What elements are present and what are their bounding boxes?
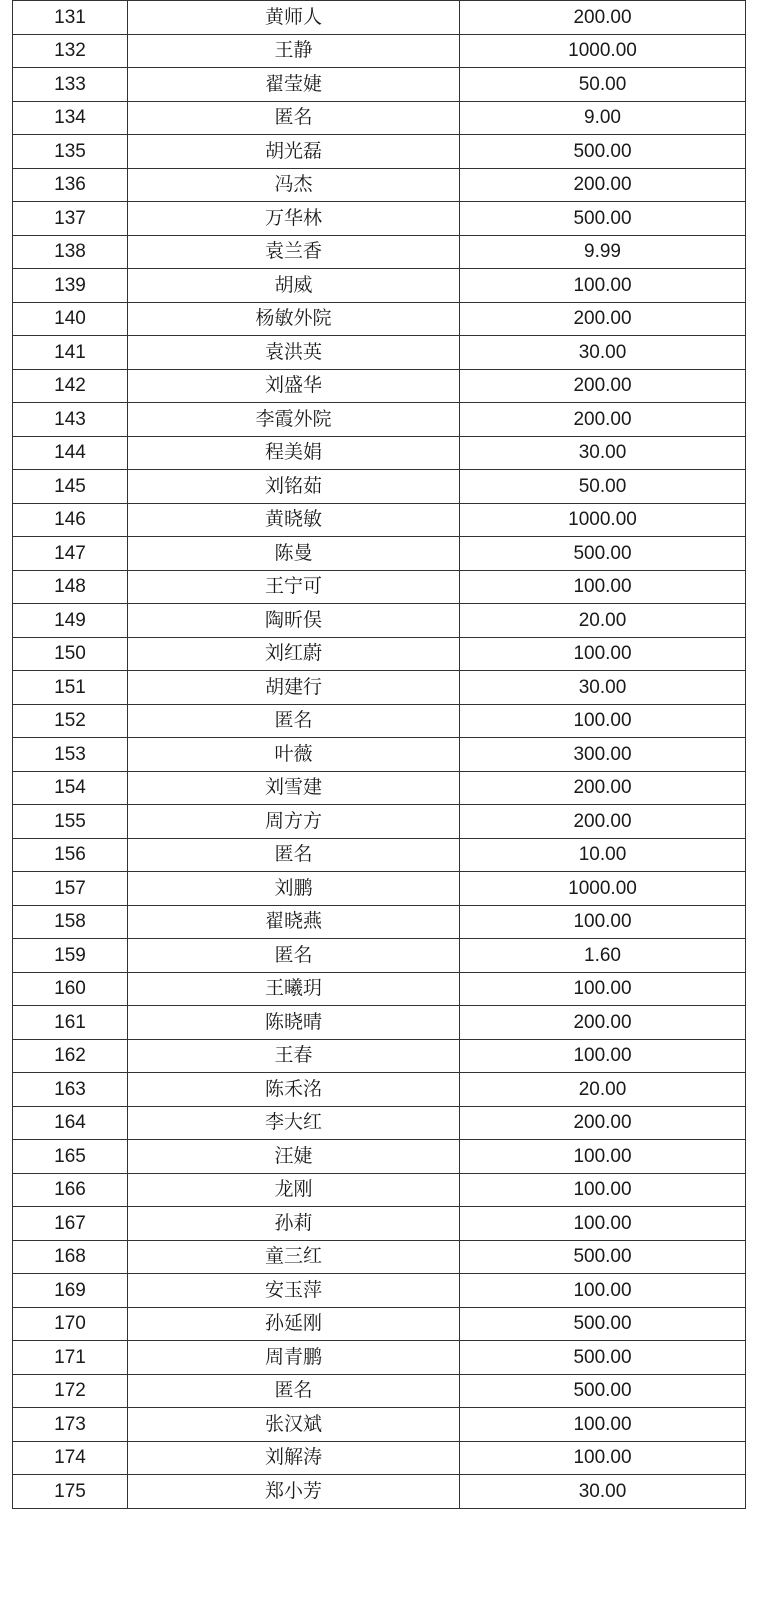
amount-cell: 100.00	[460, 704, 746, 738]
amount-cell: 100.00	[460, 1274, 746, 1308]
table-row	[13, 1073, 746, 1107]
table-row	[13, 202, 746, 236]
table-row	[13, 302, 746, 336]
row-number-cell: 149	[13, 604, 128, 638]
table-row	[13, 1441, 746, 1475]
donor-name-cell: 匿名	[128, 1374, 460, 1408]
table-row	[13, 168, 746, 202]
amount-cell: 9.99	[460, 235, 746, 269]
donor-name-cell: 胡建行	[128, 671, 460, 705]
row-number-cell: 132	[13, 34, 128, 68]
table-row	[13, 135, 746, 169]
table-row	[13, 704, 746, 738]
row-number-cell: 170	[13, 1307, 128, 1341]
donor-name-cell: 李大红	[128, 1106, 460, 1140]
amount-cell: 100.00	[460, 269, 746, 303]
row-number-cell: 152	[13, 704, 128, 738]
table-body	[13, 1, 746, 1509]
amount-cell: 30.00	[460, 336, 746, 370]
donation-table	[12, 0, 746, 1509]
donor-name-cell: 王宁可	[128, 570, 460, 604]
donor-name-cell: 孙延刚	[128, 1307, 460, 1341]
donor-name-cell: 孙莉	[128, 1207, 460, 1241]
table-row	[13, 1106, 746, 1140]
table-row	[13, 1, 746, 35]
row-number-cell: 133	[13, 68, 128, 102]
donor-name-cell: 程美娟	[128, 436, 460, 470]
row-number-cell: 165	[13, 1140, 128, 1174]
row-number-cell: 134	[13, 101, 128, 135]
table-row	[13, 905, 746, 939]
table-row	[13, 537, 746, 571]
amount-cell: 200.00	[460, 369, 746, 403]
donor-name-cell: 黄师人	[128, 1, 460, 35]
donor-name-cell: 匿名	[128, 101, 460, 135]
donor-name-cell: 王静	[128, 34, 460, 68]
table-row	[13, 269, 746, 303]
amount-cell: 200.00	[460, 1006, 746, 1040]
donor-name-cell: 童三红	[128, 1240, 460, 1274]
table-row	[13, 1274, 746, 1308]
amount-cell: 200.00	[460, 771, 746, 805]
row-number-cell: 169	[13, 1274, 128, 1308]
amount-cell: 200.00	[460, 302, 746, 336]
donor-name-cell: 王曦玥	[128, 972, 460, 1006]
amount-cell: 500.00	[460, 1240, 746, 1274]
row-number-cell: 136	[13, 168, 128, 202]
row-number-cell: 158	[13, 905, 128, 939]
table-row	[13, 872, 746, 906]
amount-cell: 100.00	[460, 1173, 746, 1207]
table-row	[13, 336, 746, 370]
amount-cell: 50.00	[460, 470, 746, 504]
donor-name-cell: 翟晓燕	[128, 905, 460, 939]
row-number-cell: 143	[13, 403, 128, 437]
amount-cell: 30.00	[460, 1475, 746, 1509]
amount-cell: 500.00	[460, 1307, 746, 1341]
table-row	[13, 1006, 746, 1040]
row-number-cell: 131	[13, 1, 128, 35]
table-row	[13, 972, 746, 1006]
amount-cell: 500.00	[460, 135, 746, 169]
donor-name-cell: 周方方	[128, 805, 460, 839]
row-number-cell: 155	[13, 805, 128, 839]
amount-cell: 100.00	[460, 1408, 746, 1442]
row-number-cell: 145	[13, 470, 128, 504]
table-row	[13, 1475, 746, 1509]
row-number-cell: 173	[13, 1408, 128, 1442]
donor-name-cell: 袁洪英	[128, 336, 460, 370]
row-number-cell: 138	[13, 235, 128, 269]
row-number-cell: 164	[13, 1106, 128, 1140]
row-number-cell: 167	[13, 1207, 128, 1241]
donor-name-cell: 刘铭茹	[128, 470, 460, 504]
amount-cell: 1000.00	[460, 503, 746, 537]
amount-cell: 100.00	[460, 637, 746, 671]
table-row	[13, 570, 746, 604]
row-number-cell: 147	[13, 537, 128, 571]
donor-name-cell: 袁兰香	[128, 235, 460, 269]
donor-name-cell: 匿名	[128, 704, 460, 738]
table-row	[13, 369, 746, 403]
row-number-cell: 142	[13, 369, 128, 403]
donor-name-cell: 安玉萍	[128, 1274, 460, 1308]
donor-name-cell: 匿名	[128, 939, 460, 973]
table-row	[13, 68, 746, 102]
row-number-cell: 135	[13, 135, 128, 169]
table-row	[13, 436, 746, 470]
table-row	[13, 34, 746, 68]
donor-name-cell: 陈晓晴	[128, 1006, 460, 1040]
row-number-cell: 154	[13, 771, 128, 805]
row-number-cell: 163	[13, 1073, 128, 1107]
amount-cell: 30.00	[460, 436, 746, 470]
row-number-cell: 139	[13, 269, 128, 303]
row-number-cell: 159	[13, 939, 128, 973]
table-row	[13, 235, 746, 269]
amount-cell: 100.00	[460, 570, 746, 604]
amount-cell: 200.00	[460, 403, 746, 437]
amount-cell: 1000.00	[460, 34, 746, 68]
table-row	[13, 1240, 746, 1274]
row-number-cell: 146	[13, 503, 128, 537]
amount-cell: 200.00	[460, 1, 746, 35]
row-number-cell: 162	[13, 1039, 128, 1073]
donor-name-cell: 周青鹏	[128, 1341, 460, 1375]
row-number-cell: 168	[13, 1240, 128, 1274]
table-row	[13, 771, 746, 805]
donor-name-cell: 王春	[128, 1039, 460, 1073]
donor-name-cell: 陶昕俣	[128, 604, 460, 638]
amount-cell: 100.00	[460, 1140, 746, 1174]
amount-cell: 200.00	[460, 805, 746, 839]
table-row	[13, 470, 746, 504]
amount-cell: 10.00	[460, 838, 746, 872]
row-number-cell: 172	[13, 1374, 128, 1408]
row-number-cell: 141	[13, 336, 128, 370]
row-number-cell: 171	[13, 1341, 128, 1375]
donor-name-cell: 刘雪建	[128, 771, 460, 805]
row-number-cell: 148	[13, 570, 128, 604]
donor-name-cell: 黄晓敏	[128, 503, 460, 537]
row-number-cell: 140	[13, 302, 128, 336]
amount-cell: 500.00	[460, 202, 746, 236]
donor-name-cell: 翟莹婕	[128, 68, 460, 102]
amount-cell: 50.00	[460, 68, 746, 102]
amount-cell: 300.00	[460, 738, 746, 772]
table-row	[13, 1374, 746, 1408]
donor-name-cell: 郑小芳	[128, 1475, 460, 1509]
table-row	[13, 838, 746, 872]
table-row	[13, 671, 746, 705]
row-number-cell: 151	[13, 671, 128, 705]
amount-cell: 100.00	[460, 1207, 746, 1241]
table-row	[13, 1341, 746, 1375]
amount-cell: 100.00	[460, 1441, 746, 1475]
row-number-cell: 160	[13, 972, 128, 1006]
donor-name-cell: 万华林	[128, 202, 460, 236]
row-number-cell: 161	[13, 1006, 128, 1040]
donor-name-cell: 刘盛华	[128, 369, 460, 403]
row-number-cell: 174	[13, 1441, 128, 1475]
amount-cell: 1000.00	[460, 872, 746, 906]
row-number-cell: 166	[13, 1173, 128, 1207]
amount-cell: 30.00	[460, 671, 746, 705]
donor-name-cell: 叶薇	[128, 738, 460, 772]
table-row	[13, 738, 746, 772]
amount-cell: 20.00	[460, 604, 746, 638]
amount-cell: 100.00	[460, 1039, 746, 1073]
table-row	[13, 604, 746, 638]
donor-name-cell: 胡光磊	[128, 135, 460, 169]
amount-cell: 500.00	[460, 537, 746, 571]
table-row	[13, 1173, 746, 1207]
amount-cell: 100.00	[460, 905, 746, 939]
amount-cell: 20.00	[460, 1073, 746, 1107]
amount-cell: 200.00	[460, 1106, 746, 1140]
donor-name-cell: 刘解涛	[128, 1441, 460, 1475]
donor-name-cell: 胡威	[128, 269, 460, 303]
table-row	[13, 1408, 746, 1442]
table-row	[13, 1207, 746, 1241]
table-row	[13, 939, 746, 973]
donor-name-cell: 陈曼	[128, 537, 460, 571]
donor-name-cell: 冯杰	[128, 168, 460, 202]
donor-name-cell: 匿名	[128, 838, 460, 872]
table-row	[13, 503, 746, 537]
table-row	[13, 1140, 746, 1174]
table-row	[13, 805, 746, 839]
table-row	[13, 637, 746, 671]
row-number-cell: 137	[13, 202, 128, 236]
donor-name-cell: 陈禾洺	[128, 1073, 460, 1107]
amount-cell: 500.00	[460, 1341, 746, 1375]
row-number-cell: 144	[13, 436, 128, 470]
row-number-cell: 150	[13, 637, 128, 671]
donor-name-cell: 刘红蔚	[128, 637, 460, 671]
table-row	[13, 1307, 746, 1341]
amount-cell: 1.60	[460, 939, 746, 973]
table-row	[13, 403, 746, 437]
row-number-cell: 157	[13, 872, 128, 906]
amount-cell: 200.00	[460, 168, 746, 202]
donor-name-cell: 龙刚	[128, 1173, 460, 1207]
row-number-cell: 153	[13, 738, 128, 772]
donor-name-cell: 汪婕	[128, 1140, 460, 1174]
amount-cell: 9.00	[460, 101, 746, 135]
amount-cell: 100.00	[460, 972, 746, 1006]
donor-name-cell: 张汉斌	[128, 1408, 460, 1442]
donor-name-cell: 杨敏外院	[128, 302, 460, 336]
row-number-cell: 175	[13, 1475, 128, 1509]
table-row	[13, 101, 746, 135]
donor-name-cell: 刘鹏	[128, 872, 460, 906]
table-row	[13, 1039, 746, 1073]
donor-name-cell: 李霞外院	[128, 403, 460, 437]
amount-cell: 500.00	[460, 1374, 746, 1408]
row-number-cell: 156	[13, 838, 128, 872]
